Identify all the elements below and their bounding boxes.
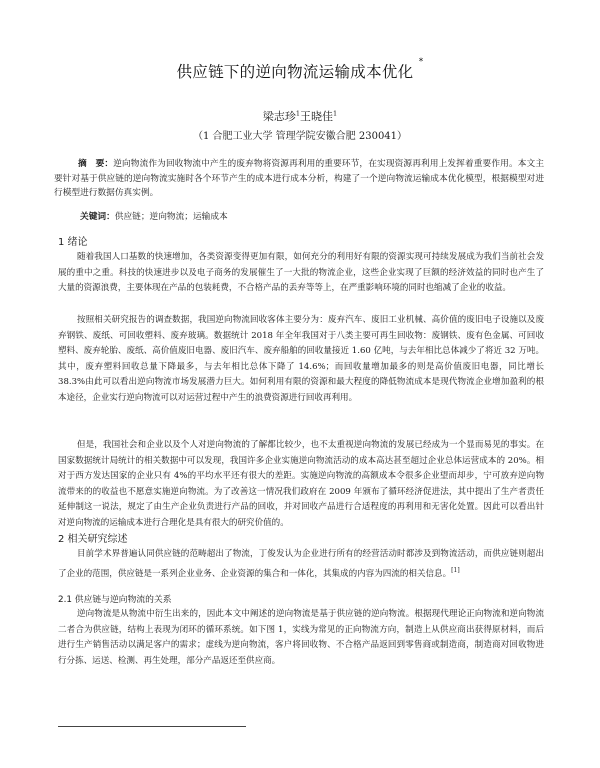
keywords-text: 供应链；逆向物流；运输成本	[114, 212, 228, 222]
paper-title: 供应链下的逆向物流运输成本优化 *	[176, 57, 424, 81]
abstract-text: 逆向物流作为回收物流中产生的废弃物将资源再利用的重要环节，在实现资源再利用上发挥着重要作用。本文主要针对基于供应链的逆向物流实施时各个环节产生的成本进行成本分析，构建了一个逆向物流运输成本优化模型，根据模型对进行模型进行数据仿真实例。	[54, 159, 545, 198]
title-footnote-mark: *	[418, 57, 424, 67]
author-affiliation-mark: 1	[295, 109, 300, 118]
author-name: 王晓佳	[300, 110, 333, 123]
author-name: 梁志珍	[262, 110, 296, 123]
keywords	[80, 210, 540, 224]
abstract-label: 摘 要：	[78, 159, 114, 169]
affiliation: （1 合肥工业大学 管理学院安徽合肥 230041）	[192, 131, 408, 142]
author-line	[0, 108, 600, 124]
author-affiliation-mark: 1	[333, 109, 338, 118]
body-paragraph: 逆向物流是从物流中衍生出来的，因此本文中阐述的逆向物流是基于供应链的逆向物流。根据现代理论正向物流和逆向物流二者合为供应链，结构上表现为闭环的循环系统。如下图 1，实线为常见的正向物流方向，制造上从供应商出获得原材料，而后进行生产销售活动以满足客户的需求；虚线为逆向物流，客户将回收物、不合格产品返回到零售商或制造商，制造商对回收物进行分拣、运送、检测、再生处理，部分产品返还至供应商。	[58, 609, 544, 666]
keywords-label: 关键词：	[80, 212, 115, 222]
body-paragraph: 随着我国人口基数的快速增加，各类资源变得更加有限，如何充分的利用好有限的资源实现可持续发展成为我们当前社会发展的重中之重。科技的快速进步以及电子商务的发展催生了一大批的物流企业，这些企业实现了巨额的经济效益的同时也产生了大量的资源浪费，主要体现在产品的包装耗费，不合格产品的丢弃等等上，在严重影响环境的同时也缩减了企业的收益。	[58, 252, 544, 293]
section-heading-introduction: 1 绪论	[58, 237, 88, 248]
body-paragraph: 按照相关研究报告的调查数据，我国逆向物流回收客体主要分为：废弃汽车、废旧工业机械、高价值的废旧电子设施以及废弃钢铁、废纸、可回收塑料、废弃玻璃。数据统计 2018 年全年我国对于八类主要可再生回收物：废钢铁、废有色金属、可回收塑料、废弃轮胎、废纸、高价值废旧电器、废旧汽车、废弃船舶的回收量接近 1.60 亿吨，与去年相比总体减少了将近 32 万吨。其中，废弃塑料回收总量下降最多，与去年相比总体下降了 14.6%；而回收量增加最多的则是高价值废旧电器，同比增长 38.3%由此可以看出逆向物流市场发展潜力巨大。如何利用有限的资源和最大程度的降低物流成本是现代物流企业增加盈利的根本途径，企业实行逆向物流可以对运营过程中产生的浪费资源进行回收再利用。	[58, 315, 544, 403]
footnote-divider	[58, 726, 246, 727]
citation-mark: [1]	[451, 566, 460, 574]
body-paragraph: 目前学术界普遍认同供应链的范畴超出了物流，丁俊发认为企业进行所有的经营活动时都涉及到物流活动，而供应链则超出了企业的范围，供应链是一系列企业业务、企业资源的集合和一体化，其集成的内容为四流的相关信息。[1]	[58, 549, 544, 579]
subsection-heading: 2.1 供应链与逆向物流的关系	[58, 595, 172, 605]
abstract	[54, 157, 544, 201]
section-heading-related-work: 2 相关研究综述	[58, 534, 128, 545]
body-paragraph: 但是，我国社会和企业以及个人对逆向物流的了解都比较少，也不太重视逆向物流的发展已经成为一个显而易见的事实。在国家数据统计局统计的相关数据中可以发现，我国许多企业实施逆向物流活动的成本高达甚至超过企业总体运营成本的 20%。相对于西方发达国家的企业只有 4%的平均水平还有很大的差距。实施逆向物流的高额成本令很多企业望而却步，宁可放弃逆向物流带来的的收益也不愿意实施逆向物流。为了改善这一情况我们政府在 2009 年颁布了循环经济促进法，其中提出了生产者责任延伸制这一说法，规定了由生产企业负责进行产品的回收，并对回收产品进行合适程度的再利用和无害化处置。因此可以看出针对逆向物流的运输成本进行合理化是具有很大的研究价值的。	[58, 440, 544, 528]
